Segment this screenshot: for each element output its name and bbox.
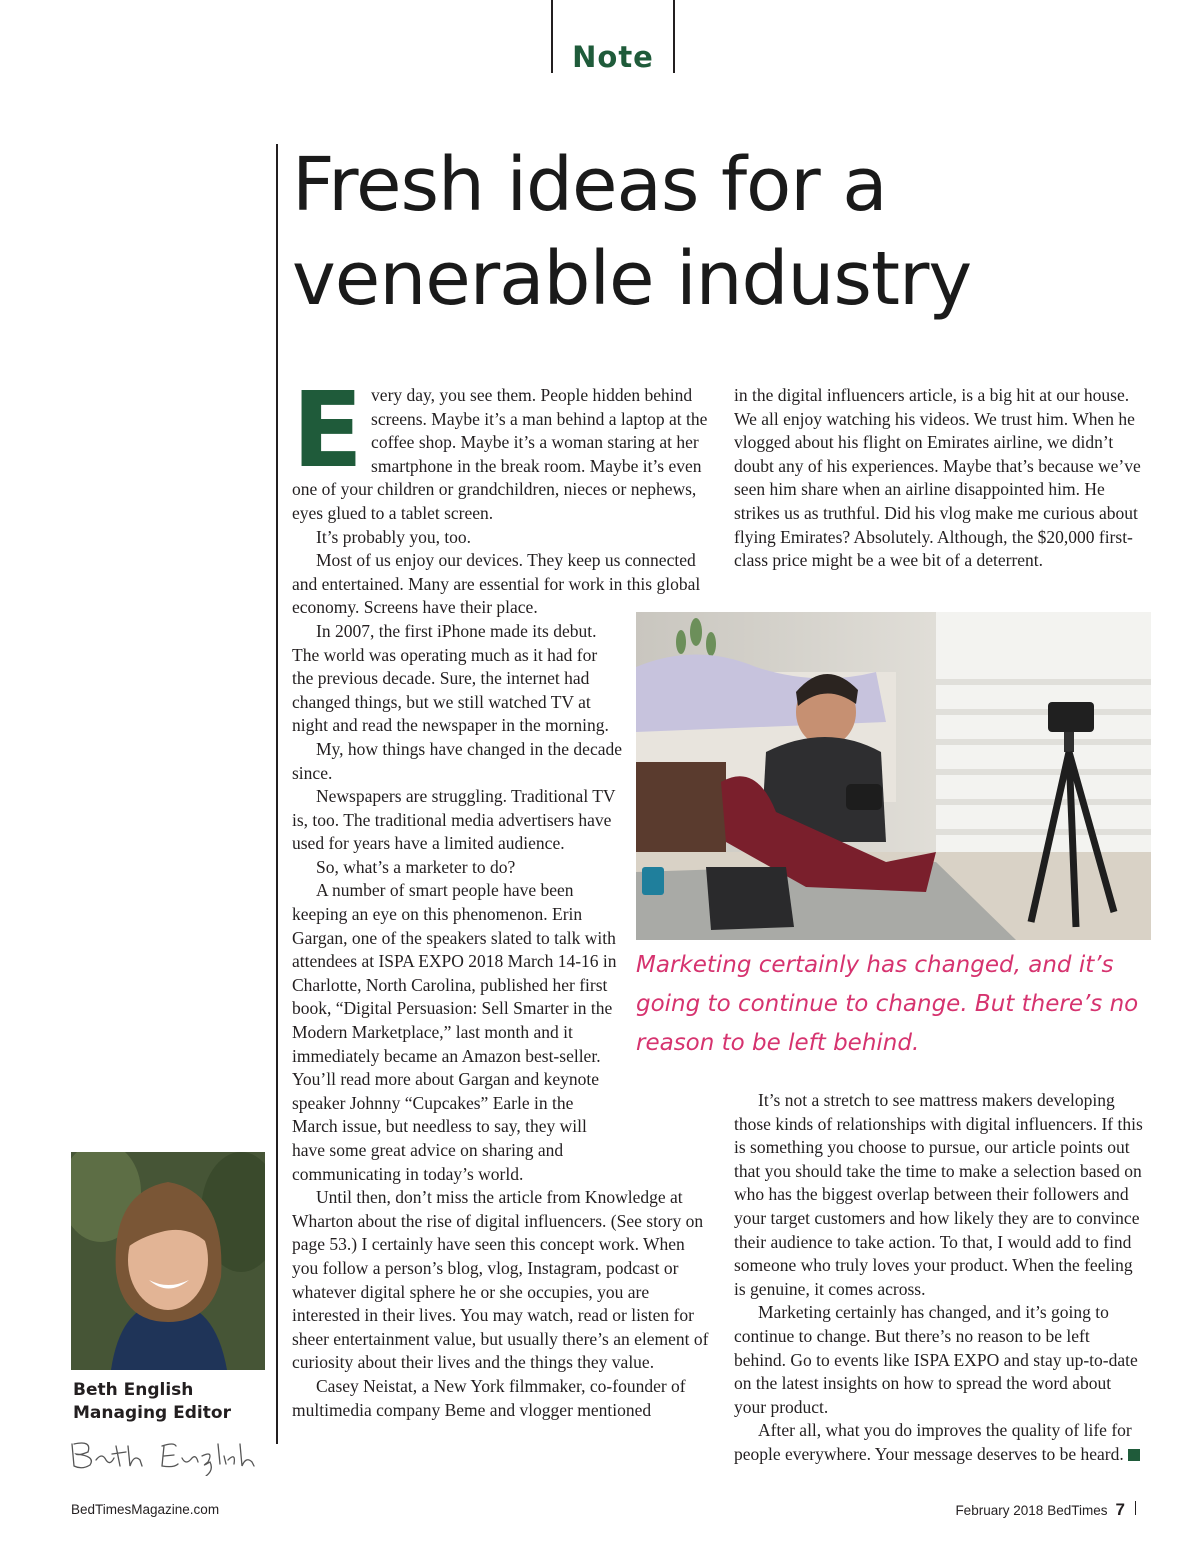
article-paragraph: My, how things have changed in the decade since. (292, 738, 622, 783)
editor-signature (64, 1432, 264, 1476)
section-label: Note (572, 40, 654, 74)
article-paragraph: Every day, you see them. People hidden behind screens. Maybe it’s a man behind a laptop at the coffee shop. Maybe it’s a woman staring at her smartphone in the break room. Maybe it’s even one of your children or grandchildren, nieces or nephews, eyes glued to a tablet screen. (292, 369, 708, 523)
footer-issue-date: February 2018 (955, 1503, 1044, 1518)
article-paragraph: in the digital influencers article, is a big hit at our house. We all enjoy watching his videos. We trust him. When he vlogged about his flight on Emirates airline, we didn’t doubt any of his experiences. Maybe that’s because we’ve seen him share when an airline disappointed him. He strikes us as truthful. Did his vlog make me curious about flying Emirates? Absolutely. Although, the $20,000 first-class price might be a wee bit of a deterrent. (734, 385, 1141, 571)
narrow-text-block (292, 620, 622, 880)
article-paragraph: Until then, don’t miss the article from Knowledge at Wharton about the rise of digital influencers. (See story on page 53.) I certainly have seen this concept work. When you follow a person’s blog, vlog, Instagram, podcast or whatever digital sphere he or she occupies, you are interested in their lives. You may watch, read or listen for sheer entertainment value, but usually there’s an element of curiosity about their lives and the things they value. (292, 1187, 709, 1373)
footer-magazine-name: BedTimes (1047, 1503, 1108, 1518)
editor-photo (71, 1152, 265, 1370)
article-right-column-bottom (734, 1089, 1146, 1467)
article-paragraph: A number of smart people have been keeping an eye on this phenomenon. Erin Gargan, one of the speakers slated to talk with attendees at ISPA EXPO 2018 March 14-16 in Charlotte, North Carolina, published her first book, “Digital Persuasion: Sell Smarter in the Modern Marketplace,” last month and it immediately became an Amazon best-seller. You’ll read more about Gargan and keynote speaker Johnny “Cupcakes” Earle in the March issue, but needless to say, they will have some great advice on sharing and communicating in today’s world. (292, 880, 617, 1184)
editor-title: Managing Editor (73, 1403, 231, 1423)
article-paragraph: Newspapers are struggling. Traditional TV is, too. The traditional media advertisers have used for years have a limited audience. (292, 786, 616, 854)
vlogger-photo (636, 612, 1151, 940)
end-of-article-mark (1128, 1449, 1140, 1461)
editor-name: Beth English (73, 1380, 194, 1400)
article-paragraph: It’s probably you, too. (316, 526, 472, 547)
page-number: 7 (1115, 1500, 1125, 1519)
headline: Fresh ideas for a venerable industry (292, 142, 972, 322)
section-divider-right (673, 0, 675, 73)
article-paragraph: It’s not a stretch to see mattress makers developing those kinds of relationships with digital influencers. If this is something you choose to pursue, our article points out that you should take the time to make a selection based on who has the biggest overlap between their followers and your target customers and how likely they are to convince their audience to take action. To that, I would add to find someone who truly loves your product. When the feeling is genuine, it comes across. (734, 1090, 1143, 1299)
article-paragraph: Casey Neistat, a New York filmmaker, co-founder of multimedia company Beme and vlogger mentioned (292, 1375, 686, 1420)
footer-divider (1135, 1501, 1136, 1515)
drop-cap: E (292, 369, 364, 491)
article-paragraph: Marketing certainly has changed, and it’s going to continue to change. But there’s no reason to be left behind. Go to events like ISPA EXPO and stay up-to-date on the latest insights on how to spread the word about your product. (734, 1302, 1138, 1417)
article-paragraph: In 2007, the first iPhone made its debut. The world was operating much as it had for the previous decade. Sure, the internet had changed things, but we still watched TV at night and read the newspaper in the morning. (292, 620, 609, 736)
footer-website: BedTimesMagazine.com (71, 1502, 220, 1517)
article-paragraph: So, what’s a marketer to do? (316, 856, 516, 877)
article-right-column-top (734, 384, 1146, 573)
article-paragraph: After all, what you do improves the quality of life for people everywhere. Your message deserves to be heard. (734, 1419, 1146, 1466)
pull-quote: Marketing certainly has changed, and it’s going to continue to change. But there’s no reason to be left behind. (636, 952, 1139, 1056)
vertical-rule (276, 144, 278, 1444)
footer-folio (955, 1500, 1136, 1520)
article-paragraph: Most of us enjoy our devices. They keep us connected and entertained. Many are essential for work in this global economy. Screens have their place. (292, 550, 701, 618)
